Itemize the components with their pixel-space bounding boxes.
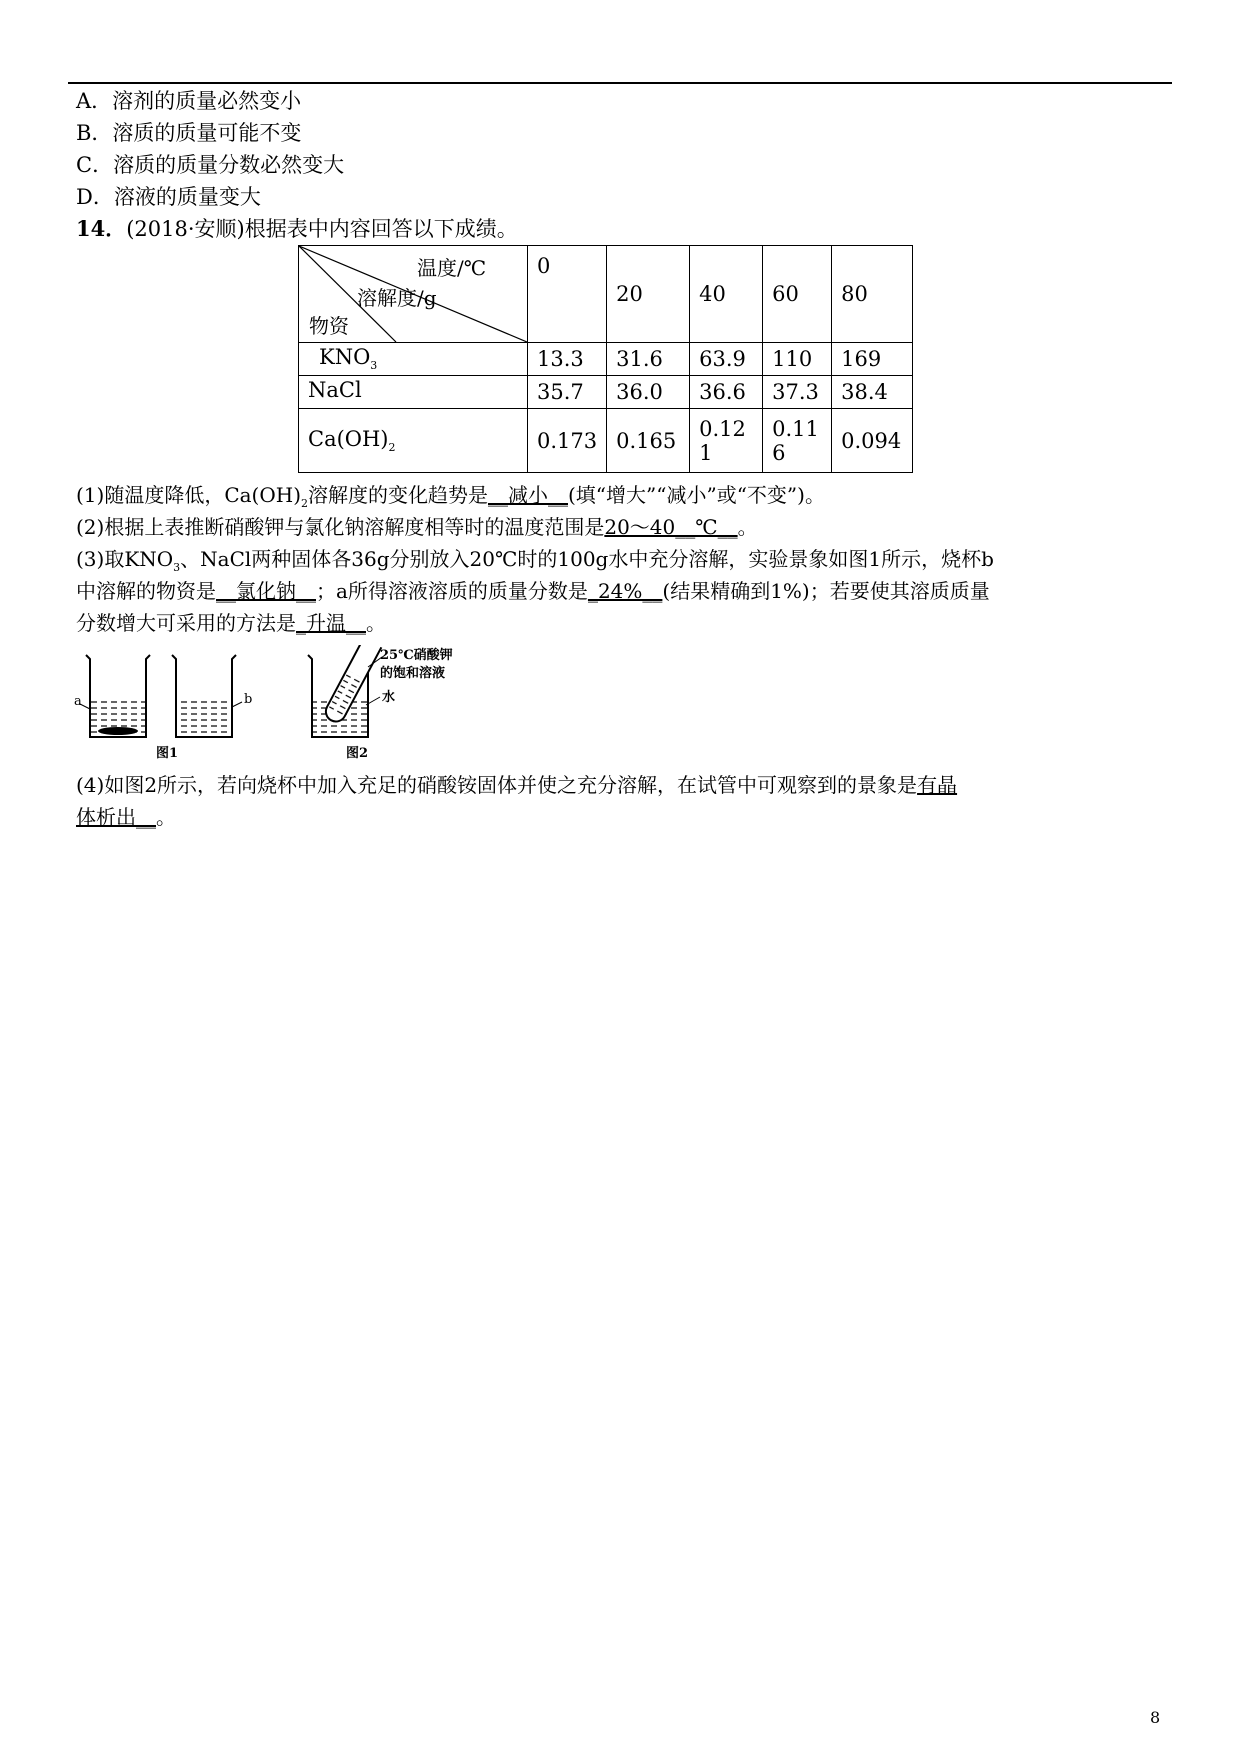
label-b: b — [244, 692, 253, 707]
answer-blank: 体析出__ — [76, 805, 156, 829]
question-stem: 根据表中内容回答以下成绩。 — [244, 217, 518, 241]
header-temp-label: 温度/℃ — [417, 256, 487, 280]
question-source: (2018·安顺) — [126, 217, 245, 241]
answer-blank: __氯化钠__ — [216, 579, 316, 603]
table-cell: 37.3 — [763, 376, 832, 409]
table-cell: 169 — [832, 343, 913, 376]
answer-blank: 20～40__℃__ — [604, 515, 738, 539]
table-cell: 36.6 — [690, 376, 763, 409]
answer-blank: 有晶 — [917, 773, 958, 797]
substance-name: $Ca(OH)_2$ — [299, 409, 528, 473]
sub-question-1: (1)随温度降低，$Ca(OH)_2$溶解度的变化趋势是__减小__(填“增大”“减小”或“不变”)。 — [76, 483, 825, 510]
table-cell: 36.0 — [607, 376, 690, 409]
table-cell: 0.173 — [528, 409, 607, 473]
tube-label-2: 的饱和溶液 — [380, 666, 446, 681]
table-cell: 38.4 — [832, 376, 913, 409]
table-cell: 63.9 — [690, 343, 763, 376]
table-header-row — [299, 246, 913, 343]
label-a: a — [74, 694, 82, 709]
header-solubility-label: 溶解度/g — [357, 286, 437, 310]
page-number: 8 — [1150, 1708, 1161, 1727]
table-cell: 0.165 — [607, 409, 690, 473]
solubility-table — [298, 245, 913, 473]
sub-question-4-line-2: 体析出__。 — [76, 805, 176, 829]
table-row — [299, 409, 913, 473]
option-d: D．溶液的质量变大 — [76, 185, 261, 209]
sub-question-3-line-1: (3)取$KNO_3$、NaCl两种固体各36g分别放入20℃时的100g水中充分溶解，实验景象如图1所示，烧杯b — [76, 547, 994, 574]
table-cell: 13.3 — [528, 343, 607, 376]
beaker-a — [74, 655, 150, 737]
fig1-caption: 图1 — [156, 746, 179, 760]
sub-question-4-line-1: (4)如图2所示，若向烧杯中加入充足的硝酸铵固体并使之充分溶解，在试管中可观察到的景象是有晶 — [76, 773, 958, 797]
sub-question-3-line-3: 分数增大可采用的方法是_升温__。 — [76, 611, 386, 635]
sub-question-2: (2)根据上表推断硝酸钾与氯化钠溶解度相等时的温度范围是20～40__℃__。 — [76, 515, 758, 539]
table-row — [299, 376, 913, 409]
sub-question-3-line-2: 中溶解的物资是__氯化钠__；a所得溶液溶质的质量分数是_24%__(结果精确到1%)；若要使其溶质质量 — [76, 579, 990, 603]
table-cell: 0.094 — [832, 409, 913, 473]
water-label: 水 — [382, 690, 396, 705]
tube-label-1: 25℃硝酸钾 — [380, 648, 453, 663]
temp-cell: 60 — [763, 246, 832, 343]
question-number: 14． — [76, 216, 127, 241]
table-cell: 35.7 — [528, 376, 607, 409]
beaker-b — [172, 655, 252, 737]
beaker-with-test-tube — [308, 645, 453, 737]
header-rule — [68, 82, 1172, 84]
undissolved-solid — [98, 727, 138, 735]
substance-name: NaCl — [299, 376, 528, 409]
fig2-caption: 图2 — [346, 746, 369, 760]
answer-blank: __减小__ — [488, 483, 568, 507]
answer-blank: _24%__ — [587, 579, 663, 603]
diagonal-header-cell — [299, 246, 528, 343]
temp-cell: 40 — [690, 246, 763, 343]
table-cell: 110 — [763, 343, 832, 376]
table-row — [299, 343, 913, 376]
question-14 — [76, 214, 518, 244]
temp-cell: 0 — [528, 246, 607, 343]
option-a: A．溶剂的质量必然变小 — [76, 89, 302, 113]
temp-cell: 20 — [607, 246, 690, 343]
temp-cell: 80 — [832, 246, 913, 343]
option-c: C．溶质的质量分数必然变大 — [76, 153, 345, 177]
substance-name: $KNO_3$ — [299, 343, 528, 376]
table-cell: 31.6 — [607, 343, 690, 376]
beaker-figures — [70, 645, 490, 760]
table-cell: 0.11 6 — [763, 409, 832, 473]
option-b: B．溶质的质量可能不变 — [76, 121, 302, 145]
table-cell: 0.12 1 — [690, 409, 763, 473]
header-substance-label: 物资 — [309, 314, 349, 338]
answer-blank: _升温__ — [296, 611, 366, 635]
